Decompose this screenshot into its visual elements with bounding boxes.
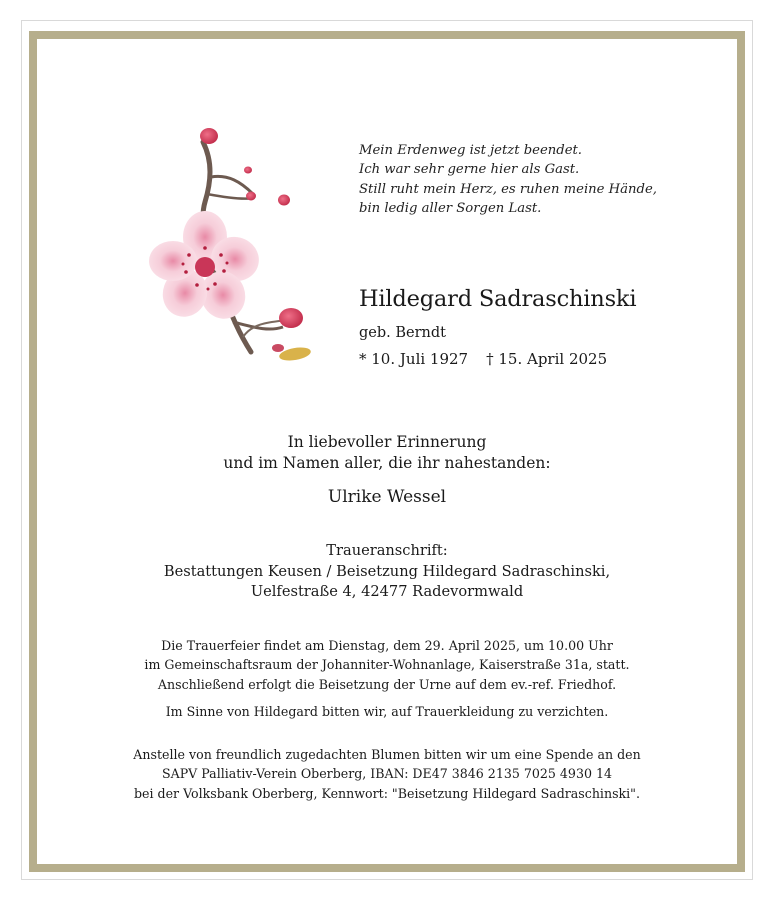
ceremony-line: im Gemeinschaftsraum der Johanniter-Wohnanlage, Kaiserstraße 31a, statt. — [144, 657, 630, 673]
poem-line: Ich war sehr gerne hier als Gast. — [359, 162, 580, 178]
birth-name: geb. Berndt — [359, 325, 446, 341]
life-dates — [359, 350, 607, 368]
donation-info — [29, 745, 745, 803]
mourning-address — [29, 541, 745, 603]
donation-line: Anstelle von freundlich zugedachten Blumen bitten wir um eine Spende an den — [133, 747, 641, 762]
remembrance-line: und im Namen aller, die ihr nahestanden: — [223, 454, 551, 472]
donation-line: SAPV Palliativ-Verein Oberberg, IBAN: DE47 3846 2135 7025 4930 14 — [161, 766, 612, 782]
address-line: Traueranschrift: — [326, 542, 448, 559]
poem — [359, 141, 679, 218]
poem-line: Still ruht mein Herz, es ruhen meine Hände, — [359, 181, 657, 197]
death-date: † 15. April 2025 — [486, 350, 608, 368]
remembrance-line: In liebevoller Erinnerung — [287, 433, 487, 451]
poem-line: Mein Erdenweg ist jetzt beendet. — [359, 143, 582, 158]
remembrance-text — [29, 432, 745, 474]
signer-name: Ulrike Wessel — [327, 487, 447, 507]
donation-line: bei der Volksbank Oberberg, Kennwort: "Beisetzung Hildegard Sadraschinski". — [134, 785, 640, 801]
ceremony-line: Die Trauerfeier findet am Dienstag, dem 29. April 2025, um 10.00 Uhr — [161, 638, 613, 653]
deceased-name: Hildegard Sadraschinski — [359, 286, 637, 312]
address-line: Bestattungen Keusen / Beisetzung Hildegard Sadraschinski, — [163, 562, 611, 580]
ceremony-line: Anschließend erfolgt die Beisetzung der Urne auf dem ev.-ref. Friedhof. — [157, 676, 617, 692]
poem-line: bin ledig aller Sorgen Last. — [359, 200, 542, 216]
cherry-blossom-icon — [133, 122, 323, 372]
ceremony-info — [29, 636, 745, 694]
birth-date: * 10. Juli 1927 — [359, 350, 469, 368]
dress-note: Im Sinne von Hildegard bitten wir, auf Trauerkleidung zu verzichten. — [165, 704, 609, 719]
address-line: Uelfestraße 4, 42477 Radevormwald — [250, 583, 524, 600]
